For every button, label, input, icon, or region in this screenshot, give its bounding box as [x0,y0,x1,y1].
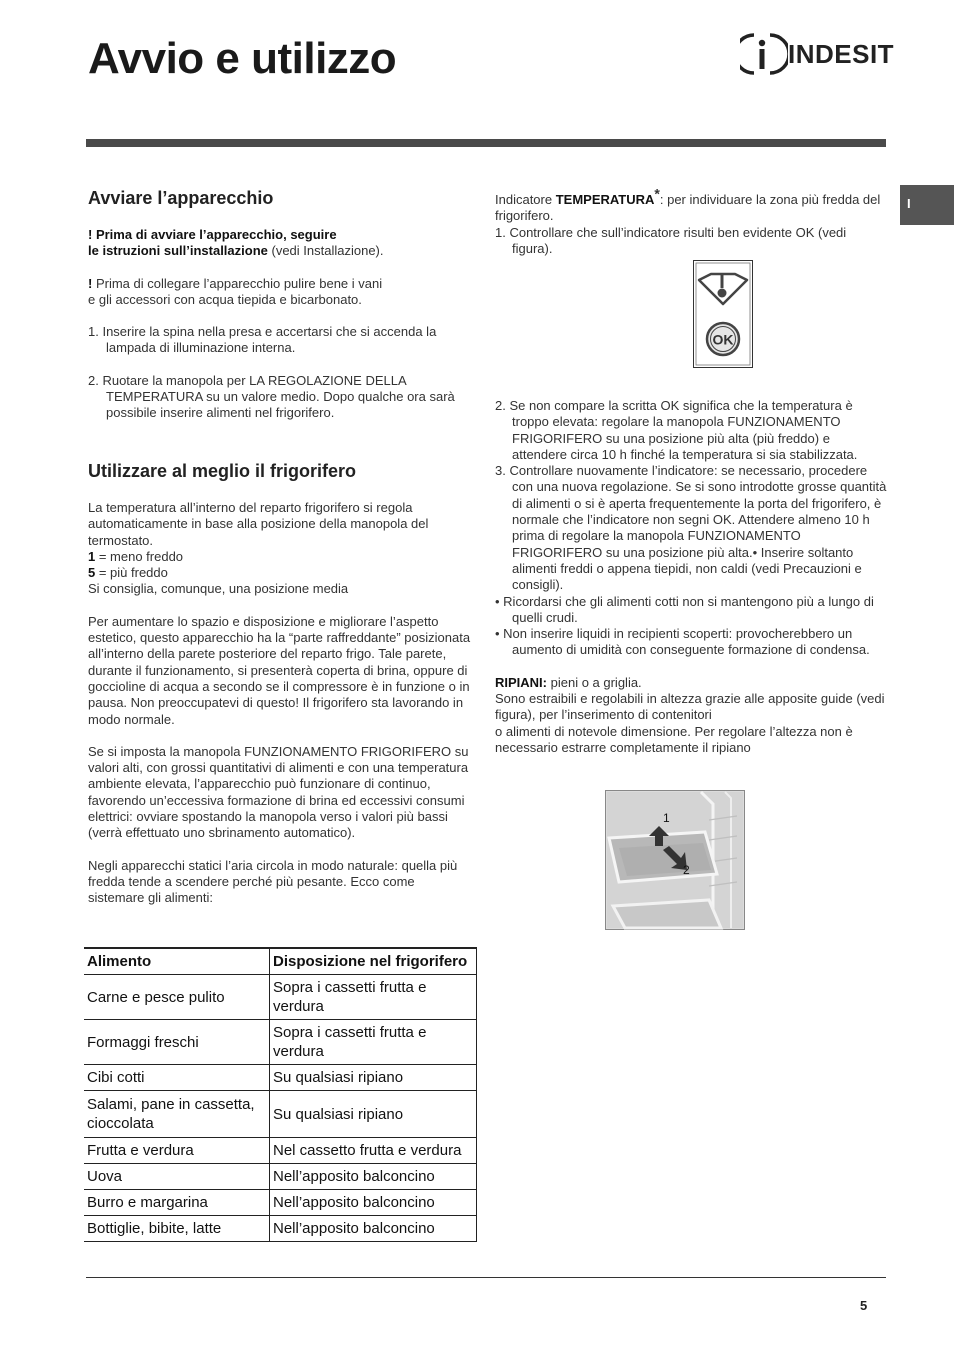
table-cell: Nel cassetto frutta e verdura [270,1138,477,1164]
table-cell: Frutta e verdura [84,1138,270,1164]
table-row [84,1020,477,1065]
table-cell: Su qualsiasi ripiano [270,1065,477,1091]
utilizzare-content [88,500,473,907]
table-cell: Sopra i cassetti frutta e verdura [270,1020,477,1065]
brand-logo [740,30,900,78]
paragraph: Se si imposta la manopola FUNZIONAMENTO FRIGORIFERO su valori alti, con grossi quantitativi di alimenti e con una temperatura ambiente elevata, l’apparecchio può funzionare di continuo, favorendo un’eccessiva formazione di brina ed eccessivi consumi elettrici: ovviare spostando la manopola verso i valori più bassi (verrà effettuato uno sbrinamento automatico). [88,743,469,841]
shelf-adjustment-figure [605,790,745,930]
indicator-steps [495,398,887,756]
indicator-content [495,185,887,257]
paragraph: Per aumentare lo spazio e disposizione e migliorare l’aspetto estetico, questo apparecchio ha la “parte raffreddante” posizionata all’interno della parete posteriore del reparto frigo. Tale parete, durante il funzionamento, si presenterà coperta di brina, oppure di goccioline di acqua a secondo se il compressore è in funzione o in pausa. Non preoccupatevi di questo! Il frigorifero sta lavorando in modo normale. [88,613,471,727]
paragraph: Si consiglia, comunque, una posizione media [88,581,349,597]
table-cell: Nell’apposito balconcino [270,1190,477,1216]
table-cell: Carne e pesce pulito [84,975,270,1020]
avviare-content [88,227,473,422]
table-row [84,1164,477,1190]
footer-divider [86,1277,886,1278]
table-cell: Formaggi freschi [84,1020,270,1065]
list-item: 1. Inserire la spina nella presa e accertarsi che si accenda la lampada di illuminazione interna. [88,324,437,356]
table-cell: Sopra i cassetti frutta e verdura [270,975,477,1020]
paragraph: La temperatura all’interno del reparto frigorifero si regola automaticamente in base alla posizione della manopola del termostato. [88,500,429,548]
setting-line: 1 = meno freddo [88,548,184,564]
list-item: 3. Controllare nuovamente l’indicatore: se necessario, procedere con una nuova regolazione. Se si sono introdotte grosse quantità di alimenti o si è aperta frequentemente la porta del frigorifero, è normale che l’indicatore non segni OK. Attendere almeno 10 h prima di regolare la manopola FUNZIONAMENTO FRIGORIFERO su una posizione più alta.• Inserire soltanto alimenti freddi o appena tiepidi, non caldi (vedi Precauzioni e consigli). [495,463,887,593]
temperature-indicator-figure [693,260,753,368]
table-cell: Cibi cotti [84,1065,270,1091]
table-row [84,1065,477,1091]
header-divider [86,139,886,147]
table-cell: Uova [84,1164,270,1190]
table-header-cell: Alimento [84,948,270,975]
paragraph: Sono estraibili e regolabili in altezza grazie alle apposite guide (vedi figura), per l’inserimento di contenitori [495,691,885,723]
list-item: 2. Se non compare la scritta OK significa che la temperatura è troppo elevata: regolare la manopola FUNZIONAMENTO FRIGORIFERO su una posizione più alta (più freddo) e attendere circa 10 h finché la temperatura si sia stabilizzata. [495,398,858,462]
brand-name: INDESIT [788,39,895,69]
table-header-cell: Disposizione nel frigorifero [270,948,477,975]
list-item: 2. Ruotare la manopola per LA REGOLAZIONE DELLA TEMPERATURA su un valore medio. Dopo qualche ora sarà possibile inserire alimenti nel frigorifero. [88,372,455,421]
paragraph: Negli apparecchi statici l’aria circola in modo naturale: quella più fredda tende a scendere perché più pesante. Ecco come sistemare gli alimenti: [88,857,458,906]
language-tab: I [900,185,954,225]
indesit-logo-icon [740,30,788,78]
table-cell: Burro e margarina [84,1190,270,1216]
ok-label: OK [712,331,734,348]
list-item: • Non inserire liquidi in recipienti scoperti: provocherebbero un aumento di umidità con conseguente formazione di condensa. [495,626,870,658]
page-number: 5 [860,1298,868,1313]
table-row [84,1091,477,1138]
ok-icon [707,323,739,355]
table-row [84,975,477,1020]
list-item: 1. Controllare che sull’indicatore risulti ben evidente OK (vedi figura). [495,224,847,256]
table-cell: Nell’apposito balconcino [270,1164,477,1190]
table-cell: Su qualsiasi ripiano [270,1091,477,1138]
section-title-utilizzare: Utilizzare al meglio il frigorifero [88,461,357,481]
figure-label-2: 2 [683,863,690,877]
table-cell: Bottiglie, bibite, latte [84,1216,270,1242]
table-row [84,1190,477,1216]
table-row [84,1216,477,1242]
table-row [84,1138,477,1164]
list-item: • Ricordarsi che gli alimenti cotti non si mantengono più a lungo di quelli crudi. [495,593,874,625]
figure-label-1: 1 [663,811,670,825]
food-placement-table [84,947,477,1242]
paragraph: RIPIANI: pieni o a griglia. [495,674,642,690]
setting-line: 5 = più freddo [88,565,168,581]
section-title-avviare: Avviare l’apparecchio [88,188,274,208]
warning-1: ! Prima di avviare l’apparecchio, seguire le istruzioni sull’installazione (vedi Installazione). [88,227,384,259]
page-title: Avvio e utilizzo [88,34,397,83]
paragraph: o alimenti di notevole dimensione. Per regolare l’altezza non è necessario estrarre completamente il ripiano [495,723,853,755]
paragraph: Indicatore TEMPERATURA*: per individuare la zona più fredda del frigorifero. [495,185,881,224]
table-header-row [84,948,477,975]
table-cell: Salami, pane in cassetta, cioccolata [84,1091,270,1138]
warning-2: ! Prima di collegare l’apparecchio pulire bene i vani e gli accessori con acqua tiepida e bicarbonato. [88,275,383,307]
table-cell: Nell’apposito balconcino [270,1216,477,1242]
